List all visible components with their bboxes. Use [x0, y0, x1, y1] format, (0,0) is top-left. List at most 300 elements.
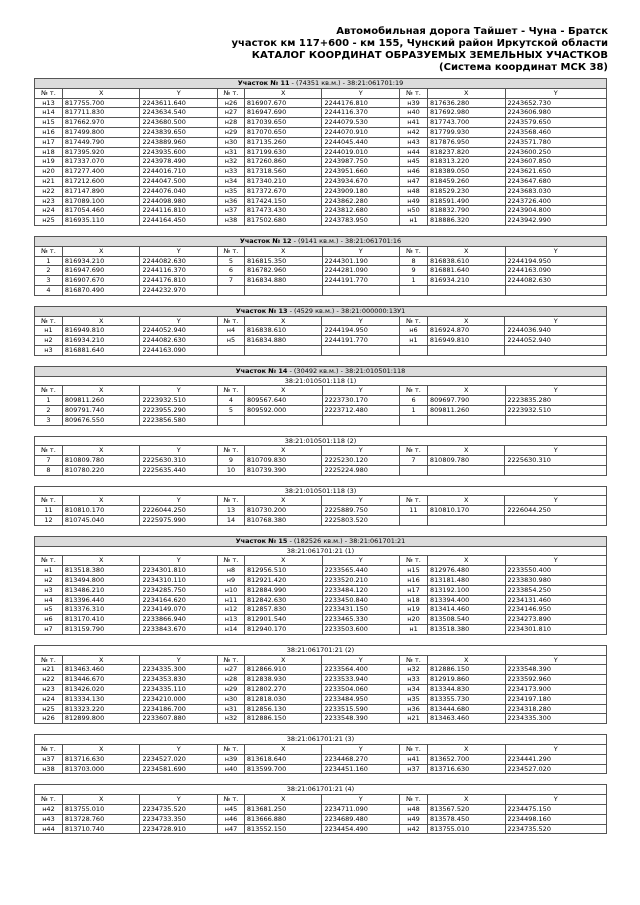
point-number-header: № т.: [35, 496, 63, 506]
parcel-number: Участок № 14: [235, 366, 288, 375]
x-coordinate: 816815.350: [244, 256, 322, 266]
table-header-row: [35, 745, 607, 755]
y-header: Y: [505, 246, 606, 256]
table-row: [35, 127, 607, 137]
y-coordinate: [505, 345, 607, 355]
point-number: н36: [400, 704, 428, 714]
y-header: Y: [505, 386, 606, 396]
point-number: н26: [35, 714, 63, 724]
y-coordinate: 2233520.210: [322, 576, 400, 586]
x-coordinate: [244, 415, 322, 425]
y-coordinate: 2226044.250: [140, 506, 218, 516]
y-coordinate: 2234441.290: [505, 754, 606, 764]
x-header: X: [427, 795, 505, 805]
point-number: н24: [35, 206, 63, 216]
x-coordinate: 817499.800: [62, 127, 140, 137]
x-coordinate: 813681.250: [244, 805, 322, 815]
point-number-header: № т.: [35, 88, 63, 98]
point-number: 2: [35, 405, 63, 415]
y-header: Y: [322, 386, 400, 396]
table-title-row: [35, 79, 607, 89]
y-header: Y: [322, 556, 400, 566]
parcel-title: [35, 306, 607, 316]
point-number: н45: [400, 157, 428, 167]
parcel-number: Участок № 15: [235, 536, 288, 545]
x-coordinate: 817502.680: [244, 216, 322, 226]
x-header: X: [427, 496, 505, 506]
point-number: н49: [400, 196, 428, 206]
x-coordinate: 813463.460: [427, 714, 505, 724]
point-number: н30: [218, 694, 245, 704]
point-number: н23: [35, 196, 63, 206]
parcel-title: [35, 236, 607, 246]
table-row: [35, 176, 607, 186]
x-header: X: [244, 795, 322, 805]
y-coordinate: 2243600.250: [505, 147, 606, 157]
point-number: 1: [400, 405, 428, 415]
point-number: н35: [218, 186, 245, 196]
y-coordinate: 2243812.680: [322, 206, 400, 216]
y-coordinate: 2244047.500: [140, 176, 218, 186]
y-coordinate: 2225230.120: [322, 456, 400, 466]
x-coordinate: 816949.810: [62, 326, 140, 336]
x-coordinate: 817372.670: [244, 186, 322, 196]
point-number-header: № т.: [35, 745, 63, 755]
y-coordinate: 2244076.040: [140, 186, 218, 196]
point-number: н48: [400, 805, 428, 815]
x-coordinate: 817147.890: [62, 186, 140, 196]
y-coordinate: 2243978.490: [140, 157, 218, 167]
x-coordinate: 813170.410: [62, 615, 140, 625]
point-number: н2: [35, 336, 63, 346]
point-number: н44: [400, 147, 428, 157]
point-number: н12: [218, 605, 245, 615]
coordinate-table: [34, 366, 607, 426]
point-number: [400, 415, 428, 425]
x-coordinate: 817449.790: [62, 137, 140, 147]
y-coordinate: [505, 465, 607, 475]
y-coordinate: 2234335.300: [140, 665, 218, 675]
y-coordinate: [505, 415, 606, 425]
x-coordinate: 813463.460: [62, 665, 140, 675]
point-number: [218, 285, 245, 295]
coordinate-table: [34, 486, 607, 526]
contour-number: 38:21:010501:118 (1): [35, 376, 607, 386]
point-number: н37: [400, 764, 428, 774]
y-coordinate: 2233550.400: [505, 566, 606, 576]
point-number-header: № т.: [35, 386, 63, 396]
x-header: X: [427, 655, 505, 665]
x-coordinate: 813703.000: [62, 764, 140, 774]
y-coordinate: 2234475.150: [505, 805, 606, 815]
point-number-header: № т.: [218, 446, 245, 456]
point-number: н42: [35, 805, 63, 815]
table-header-row: [35, 496, 607, 506]
x-coordinate: 817039.650: [244, 118, 322, 128]
y-coordinate: 2243652.730: [505, 98, 606, 108]
point-number: н30: [218, 137, 245, 147]
point-number-header: № т.: [400, 246, 428, 256]
x-coordinate: 818886.320: [427, 216, 505, 226]
y-coordinate: 2243935.600: [140, 147, 218, 157]
x-coordinate: 817318.560: [244, 167, 322, 177]
point-number-header: № т.: [400, 745, 428, 755]
y-coordinate: 2244082.630: [505, 276, 606, 286]
x-header: X: [62, 745, 140, 755]
x-coordinate: 810809.780: [62, 456, 140, 466]
y-coordinate: 2243634.540: [140, 108, 218, 118]
x-coordinate: 810745.040: [62, 516, 140, 526]
x-header: X: [427, 745, 505, 755]
table-gap: [34, 296, 607, 306]
y-coordinate: 2243621.650: [505, 167, 606, 177]
point-number: н3: [35, 345, 63, 355]
y-header: Y: [505, 745, 606, 755]
table-header-row: [35, 795, 607, 805]
y-coordinate: 2234689.480: [322, 814, 400, 824]
point-number: н46: [218, 814, 245, 824]
y-coordinate: 2243726.400: [505, 196, 606, 206]
x-coordinate: 817395.920: [62, 147, 140, 157]
x-header: X: [244, 556, 322, 566]
point-number: н2: [35, 576, 63, 586]
point-number-header: № т.: [400, 795, 428, 805]
point-number: н1: [400, 216, 428, 226]
x-coordinate: 816907.670: [244, 98, 322, 108]
point-number: н32: [218, 714, 245, 724]
x-header: X: [62, 386, 140, 396]
point-number: н16: [400, 576, 428, 586]
point-number-header: № т.: [35, 246, 63, 256]
y-header: Y: [140, 496, 218, 506]
x-coordinate: 812899.800: [62, 714, 140, 724]
point-number: н23: [35, 685, 63, 695]
contour-number: 38:21:010501:118 (3): [35, 486, 607, 496]
table-gap: [34, 356, 607, 366]
table-row: [35, 285, 607, 295]
y-header: Y: [505, 795, 606, 805]
y-coordinate: 2244194.950: [322, 326, 400, 336]
point-number: 8: [400, 256, 428, 266]
y-coordinate: 2233503.600: [322, 625, 400, 635]
x-coordinate: 812886.150: [427, 665, 505, 675]
y-coordinate: 2243683.030: [505, 186, 606, 196]
point-number: н27: [218, 108, 245, 118]
y-coordinate: [322, 415, 400, 425]
y-coordinate: 2234527.020: [140, 754, 218, 764]
x-coordinate: 817876.950: [427, 137, 505, 147]
x-coordinate: 817743.700: [427, 118, 505, 128]
point-number-header: № т.: [218, 795, 245, 805]
point-number: н22: [35, 186, 63, 196]
point-number: н45: [218, 805, 245, 815]
table-subtitle-row: [35, 486, 607, 496]
x-coordinate: 813578.450: [427, 814, 505, 824]
y-header: Y: [505, 88, 606, 98]
point-number: н1: [35, 566, 63, 576]
coordinate-table: [34, 236, 607, 296]
x-coordinate: 813599.700: [244, 764, 322, 774]
point-number: н13: [218, 615, 245, 625]
x-coordinate: 817337.070: [62, 157, 140, 167]
y-coordinate: 2234735.520: [140, 805, 218, 815]
y-coordinate: 2225975.990: [140, 516, 218, 526]
table-row: [35, 415, 607, 425]
point-number: 9: [400, 266, 428, 276]
y-coordinate: 2234335.110: [140, 685, 218, 695]
table-row: [35, 256, 607, 266]
point-number: н6: [35, 615, 63, 625]
x-coordinate: 813652.700: [427, 754, 505, 764]
parcel-number: Участок № 13: [235, 306, 288, 315]
table-subtitle-row: [35, 785, 607, 795]
y-header: Y: [140, 556, 218, 566]
y-header: Y: [140, 795, 218, 805]
y-coordinate: 2244116.370: [140, 266, 218, 276]
y-coordinate: 2234164.620: [140, 595, 218, 605]
table-row: [35, 108, 607, 118]
x-header: X: [244, 655, 322, 665]
x-coordinate: 810730.200: [244, 506, 322, 516]
y-coordinate: 2243606.980: [505, 108, 606, 118]
point-number: н1: [399, 336, 427, 346]
parcel-number: Участок № 11: [237, 79, 290, 87]
point-number-header: № т.: [218, 386, 245, 396]
x-coordinate: 810809.780: [427, 456, 505, 466]
y-coordinate: 2234353.830: [140, 675, 218, 685]
y-header: Y: [322, 246, 400, 256]
table-row: [35, 506, 607, 516]
x-coordinate: 813552.150: [244, 824, 322, 834]
table-row: [35, 585, 607, 595]
y-coordinate: 2233465.330: [322, 615, 400, 625]
y-header: Y: [140, 88, 218, 98]
x-coordinate: 813518.380: [62, 566, 140, 576]
y-coordinate: 2244045.440: [322, 137, 400, 147]
point-number: 3: [35, 276, 63, 286]
x-coordinate: 816838.610: [244, 326, 322, 336]
point-number-header: № т.: [218, 496, 245, 506]
y-coordinate: 2226044.250: [505, 506, 607, 516]
x-header: X: [62, 88, 140, 98]
x-coordinate: 813710.740: [62, 824, 140, 834]
point-number: н24: [35, 694, 63, 704]
x-coordinate: 816949.810: [427, 336, 505, 346]
point-number: н13: [35, 98, 63, 108]
point-number: [399, 345, 427, 355]
x-coordinate: 812940.170: [244, 625, 322, 635]
y-coordinate: 2233533.940: [322, 675, 400, 685]
x-coordinate: 818459.260: [427, 176, 505, 186]
y-header: Y: [322, 496, 400, 506]
contour-number: 38:21:010501:118 (2): [35, 436, 607, 446]
x-coordinate: 817755.700: [62, 98, 140, 108]
x-coordinate: 809567.640: [244, 396, 322, 406]
point-number: 4: [218, 396, 245, 406]
y-coordinate: 2234735.520: [505, 824, 606, 834]
y-coordinate: 2243934.670: [322, 176, 400, 186]
x-coordinate: 816881.640: [427, 266, 505, 276]
point-number: 3: [35, 415, 63, 425]
y-coordinate: 2233565.440: [322, 566, 400, 576]
table-row: [35, 576, 607, 586]
table-row: [35, 595, 607, 605]
table-header-row: [35, 446, 607, 456]
point-number: н28: [218, 118, 245, 128]
coordinate-table: [34, 436, 607, 476]
y-coordinate: 2244232.970: [140, 285, 218, 295]
point-number: н20: [35, 167, 63, 177]
x-coordinate: 810739.390: [244, 465, 322, 475]
y-coordinate: 2244176.810: [322, 98, 400, 108]
y-coordinate: [505, 285, 606, 295]
x-coordinate: 817711.830: [62, 108, 140, 118]
x-coordinate: 809676.550: [62, 415, 140, 425]
point-number: н17: [35, 137, 63, 147]
table-row: [35, 196, 607, 206]
y-coordinate: 2244194.950: [505, 256, 606, 266]
parcel-area-cadastral: - (182526 кв.м.) - 38:21:061701:21: [287, 536, 406, 545]
x-coordinate: 812818.030: [244, 694, 322, 704]
table-row: [35, 266, 607, 276]
x-coordinate: 813518.380: [427, 625, 505, 635]
point-number-header: № т.: [399, 496, 427, 506]
point-number: н39: [400, 98, 428, 108]
point-number: н14: [35, 108, 63, 118]
point-number: 1: [400, 276, 428, 286]
x-coordinate: [427, 345, 505, 355]
y-coordinate: 2244070.910: [322, 127, 400, 137]
x-coordinate: [427, 285, 505, 295]
x-coordinate: 813414.460: [427, 605, 505, 615]
point-number-header: № т.: [218, 246, 245, 256]
point-number: 2: [35, 266, 63, 276]
y-coordinate: 2243571.780: [505, 137, 606, 147]
table-gap: [34, 774, 607, 784]
y-coordinate: 2234285.750: [140, 585, 218, 595]
y-coordinate: 2243579.650: [505, 118, 606, 128]
y-coordinate: 2223856.580: [140, 415, 218, 425]
y-coordinate: 2234210.000: [140, 694, 218, 704]
y-coordinate: 2244079.530: [322, 118, 400, 128]
x-coordinate: 813323.220: [62, 704, 140, 714]
point-number: 6: [218, 266, 245, 276]
point-number-header: № т.: [35, 556, 63, 566]
x-coordinate: 816834.880: [244, 336, 322, 346]
point-number: н25: [35, 216, 63, 226]
x-coordinate: 813376.310: [62, 605, 140, 615]
y-coordinate: 2243839.650: [140, 127, 218, 137]
x-coordinate: 817636.280: [427, 98, 505, 108]
x-coordinate: 817692.980: [427, 108, 505, 118]
y-coordinate: 2223932.510: [140, 396, 218, 406]
point-number-header: № т.: [218, 556, 245, 566]
point-number: [400, 285, 428, 295]
table-gap: [34, 476, 607, 486]
y-coordinate: 2244191.770: [322, 276, 400, 286]
y-coordinate: 2233866.940: [140, 615, 218, 625]
x-coordinate: [244, 345, 322, 355]
x-coordinate: 812921.420: [244, 576, 322, 586]
y-header: Y: [322, 655, 400, 665]
x-coordinate: 813486.210: [62, 585, 140, 595]
point-number: н42: [400, 824, 428, 834]
y-coordinate: 2243611.640: [140, 98, 218, 108]
point-number: н14: [218, 625, 245, 635]
table-subtitle-row: [35, 645, 607, 655]
x-coordinate: 813716.630: [427, 764, 505, 774]
x-coordinate: 809811.260: [427, 405, 505, 415]
table-row: [35, 147, 607, 157]
x-coordinate: 813355.730: [427, 694, 505, 704]
x-coordinate: 810810.170: [427, 506, 505, 516]
x-coordinate: 817089.100: [62, 196, 140, 206]
point-number-header: № т.: [35, 795, 63, 805]
y-coordinate: 2233515.590: [322, 704, 400, 714]
coordinate-table: [34, 536, 607, 635]
table-title-row: [35, 366, 607, 376]
y-coordinate: 2225803.520: [322, 516, 400, 526]
y-coordinate: 2243909.180: [322, 186, 400, 196]
point-number: 9: [218, 456, 245, 466]
table-row: [35, 98, 607, 108]
x-coordinate: 818237.820: [427, 147, 505, 157]
x-coordinate: 816907.670: [62, 276, 140, 286]
y-coordinate: 2233504.060: [322, 685, 400, 695]
y-coordinate: 2243889.960: [140, 137, 218, 147]
x-coordinate: 816934.210: [62, 336, 140, 346]
table-row: [35, 625, 607, 635]
point-number: [218, 345, 245, 355]
x-coordinate: 813394.400: [427, 595, 505, 605]
y-coordinate: 2234728.910: [140, 824, 218, 834]
x-header: X: [62, 316, 140, 326]
x-coordinate: 813755.010: [427, 824, 505, 834]
point-number-header: № т.: [400, 655, 428, 665]
table-row: [35, 216, 607, 226]
point-number: н49: [400, 814, 428, 824]
y-coordinate: 2244281.090: [322, 266, 400, 276]
y-coordinate: 2244116.370: [322, 108, 400, 118]
point-number: н22: [35, 675, 63, 685]
point-number-header: № т.: [218, 655, 245, 665]
coordinate-table: [34, 306, 607, 356]
y-coordinate: [322, 345, 400, 355]
y-coordinate: 2243607.850: [505, 157, 606, 167]
x-coordinate: 813396.440: [62, 595, 140, 605]
table-row: [35, 276, 607, 286]
parcel-title: [35, 366, 607, 376]
x-coordinate: 812842.630: [244, 595, 322, 605]
point-number-header: № т.: [35, 316, 63, 326]
x-coordinate: 813716.630: [62, 754, 140, 764]
y-coordinate: 2234273.890: [505, 615, 606, 625]
point-number: 4: [35, 285, 63, 295]
x-header: X: [62, 655, 140, 665]
x-header: X: [427, 386, 505, 396]
table-title-row: [35, 536, 607, 546]
point-number: н11: [218, 595, 245, 605]
point-number: н35: [400, 694, 428, 704]
x-coordinate: 813728.760: [62, 814, 140, 824]
point-number: 7: [399, 456, 427, 466]
table-row: [35, 157, 607, 167]
point-number: н46: [400, 167, 428, 177]
y-coordinate: 2244191.770: [322, 336, 400, 346]
point-number: н17: [400, 585, 428, 595]
y-coordinate: 2243951.660: [322, 167, 400, 177]
x-coordinate: [244, 285, 322, 295]
